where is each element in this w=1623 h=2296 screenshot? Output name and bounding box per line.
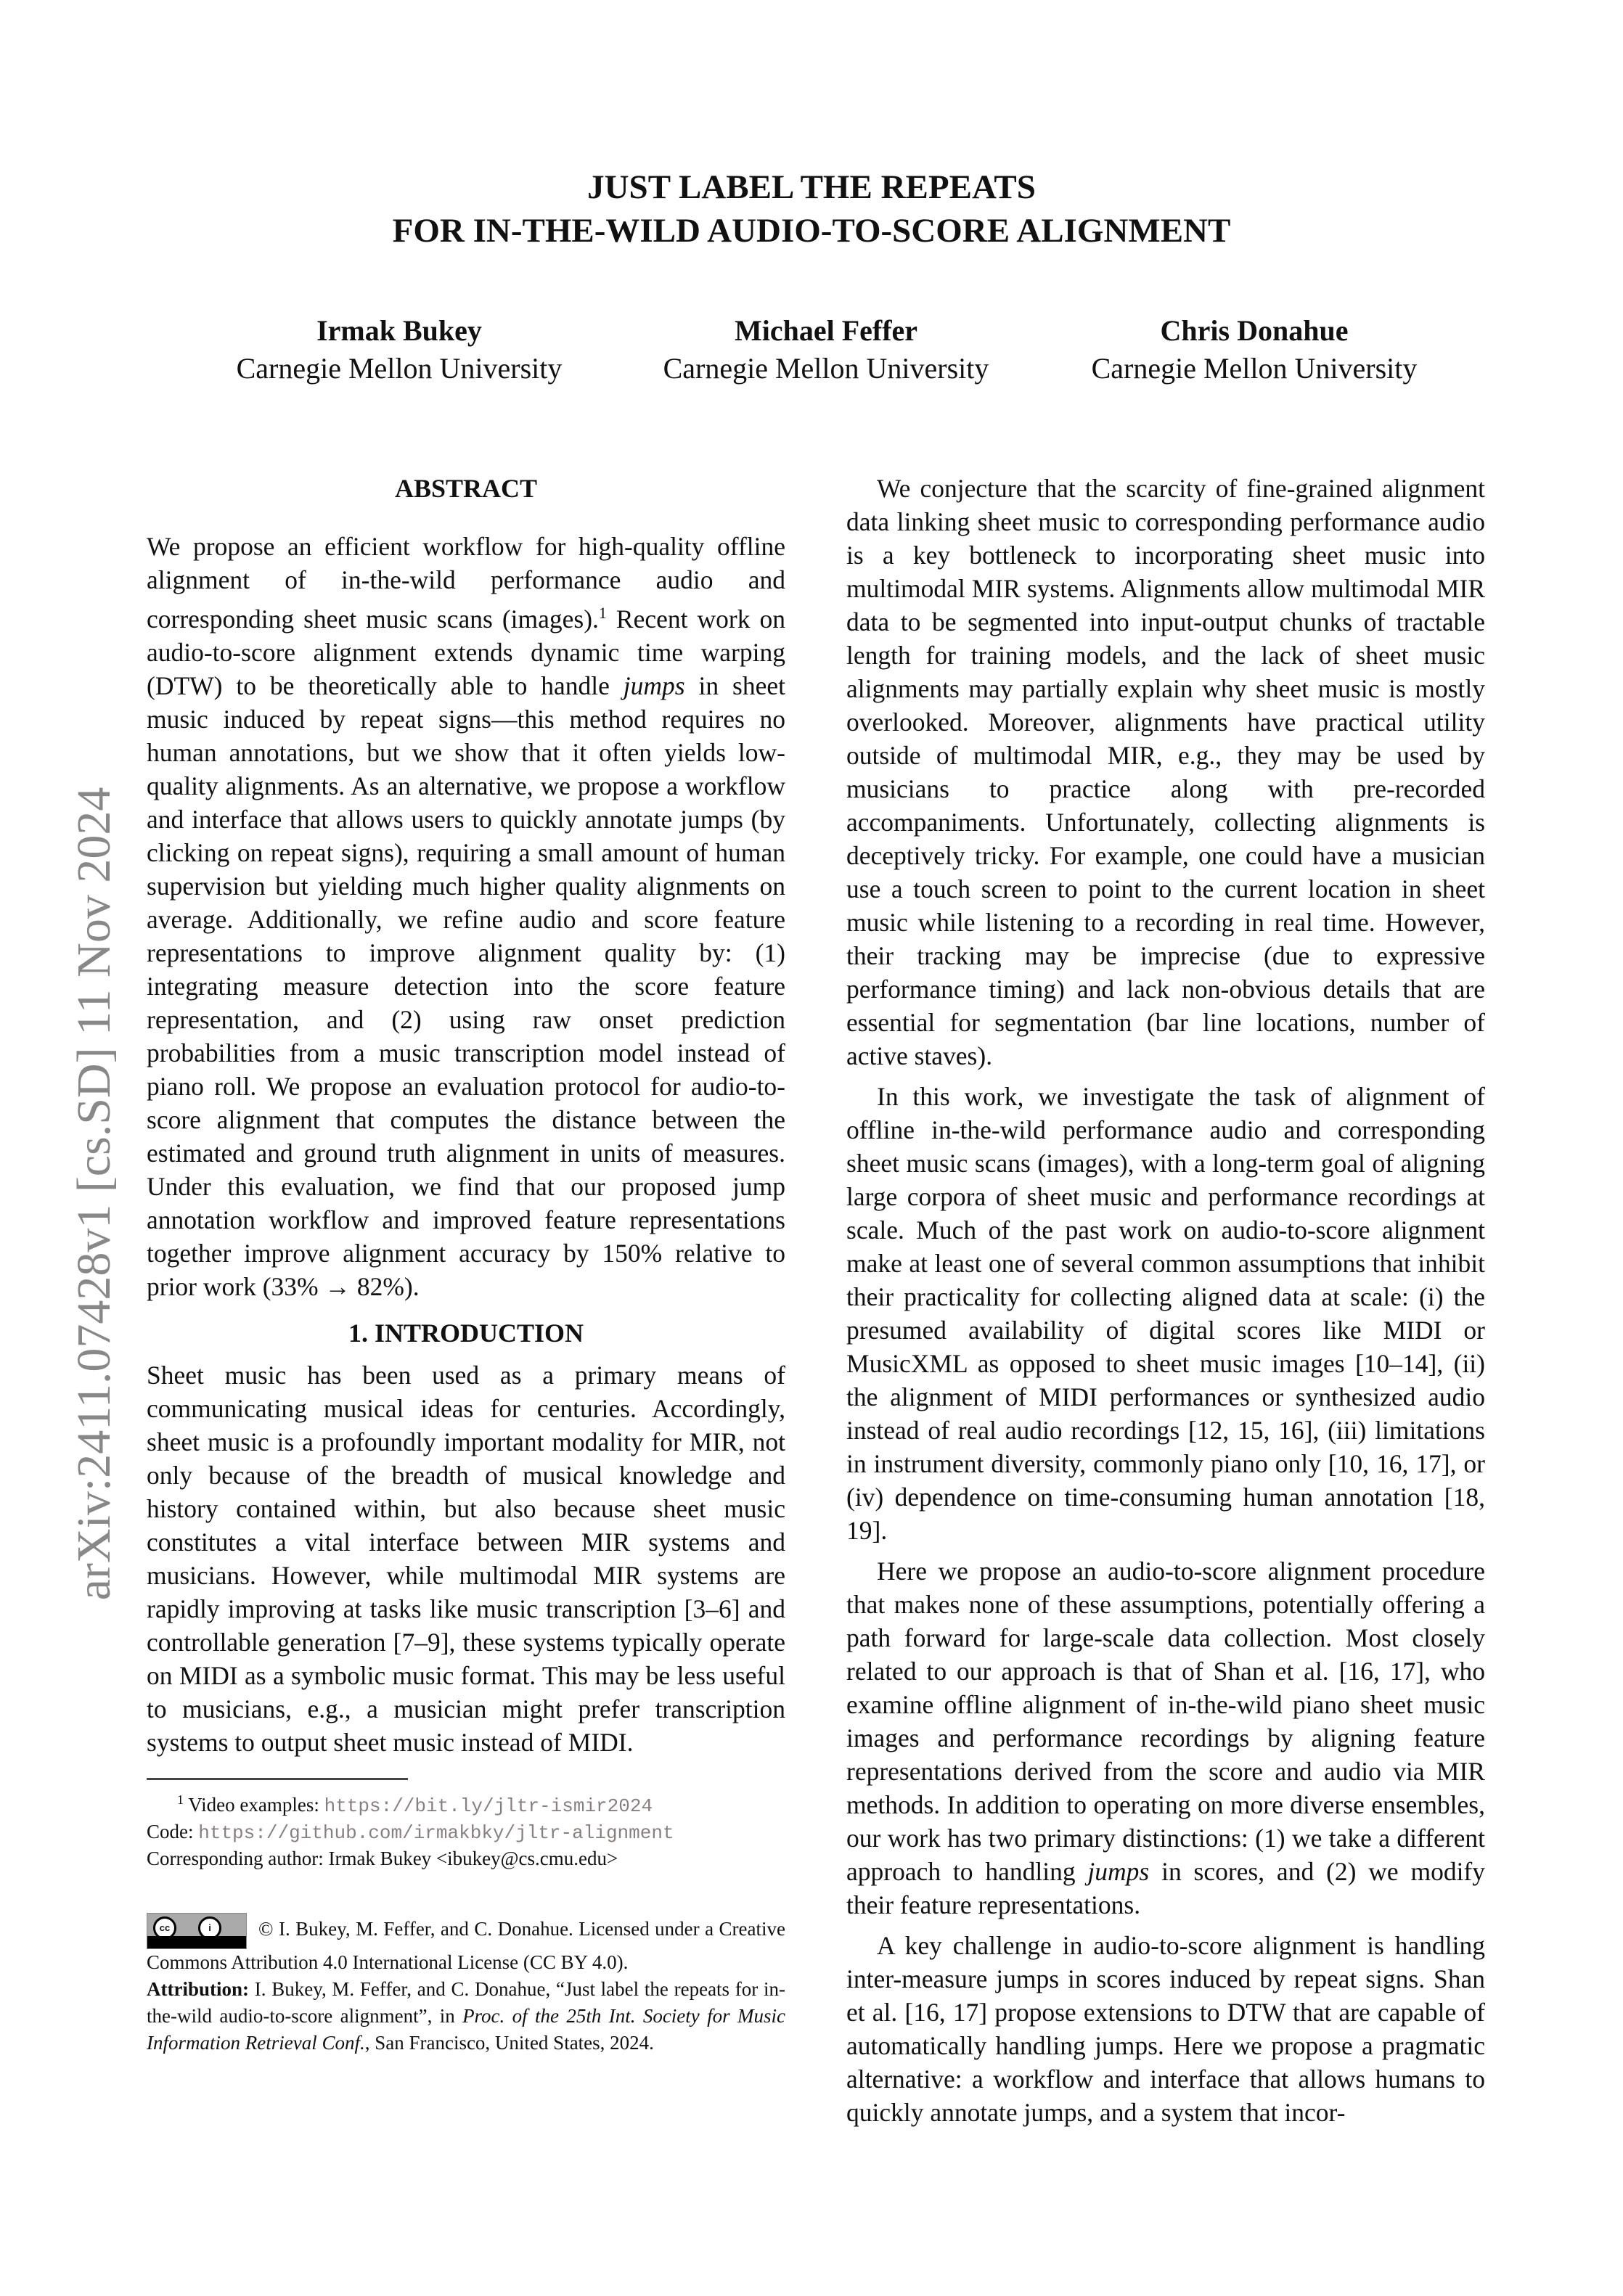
intro-paragraph: Here we propose an audio-to-score alignment procedure that makes none of these assumptions, potentially offering a path forward for large-scale data collection. Most closely related to our approach is that of Shan et al. [16, 17], who examine offline alignment of in-the-wild piano sheet music images and performance recordings by aligning feature representations derived from the score and audio via MIR methods. In addition to operating on more diverse ensembles, our work has two primary distinctions: (1) we take a different approach to handling jumps in scores, and (2) we modify their feature representations. (846, 1557, 1486, 1919)
author-name: Chris Donahue (1160, 314, 1349, 347)
footnotes (147, 1778, 785, 1871)
arxiv-identifier: arXiv:2411.07428v1 [cs.SD] 11 Nov 2024 (68, 787, 120, 1601)
intro-paragraph: A key challenge in audio-to-score alignment is handling inter-measure jumps in scores induced by repeat signs. Shan et al. [16, 17] propose extensions to DTW that are capable of automatically handling jumps. Here we propose a pragmatic alternative: a workflow and interface that allows humans to quickly annotate jumps, and a system that incor- (846, 1931, 1485, 2127)
cc-by-badge-icon: cc i (147, 1913, 247, 1949)
author-name: Irmak Bukey (316, 314, 482, 347)
author-affiliation: Carnegie Mellon University (663, 352, 989, 385)
attribution-label: Attribution: (147, 1978, 249, 2000)
paper-title (0, 165, 1623, 253)
footnote-code: Code: https://github.com/irmakbky/jltr-alignment (147, 1821, 674, 1844)
title-line-1: JUST LABEL THE REPEATS (587, 168, 1036, 206)
footnote-rule (147, 1778, 408, 1780)
video-link[interactable]: https://bit.ly/jltr-ismir2024 (324, 1795, 653, 1817)
intro-paragraph: We conjecture that the scarcity of fine-grained alignment data linking sheet music to corresponding performance audio is a key bottleneck to incorporating sheet music into multimodal MIR systems. Alignments allow multimodal MIR data to be segmented into input-output chunks of tractable length for training models, and the lack of sheet music alignments may partially explain why sheet music is mostly overlooked. Moreover, alignments have practical utility outside of multimodal MIR, e.g., they may be used by musicians to practice along with pre-recorded accompaniments. Unfortunately, collecting alignments is deceptively tricky. For example, one could have a musician use a touch screen to point to the current location in sheet music while listening to a recording in real time. However, their tracking may be imprecise (due to expressive performance timing) and lack non-obvious details that are essential for segmentation (bar line locations, number of active staves). (846, 474, 1485, 1070)
introduction-heading: 1. INTRODUCTION (348, 1318, 584, 1348)
abstract-text: We propose an efficient workflow for high-quality offline alignment of in-the-wild performance audio and corresponding sheet music scans (images).$^1$ Recent work on audio-to-score alignment extends dynamic time warping (DTW) to be theoretically able to handle jumps in sheet music induced by repeat signs—this method requires no human annotations, but we show that it often yields low-quality alignments. As an alternative, we propose a workflow and interface that allows users to quickly annotate jumps (by clicking on repeat signs), requiring a small amount of human supervision but yielding much higher quality alignments on average. Additionally, we refine audio and score feature representations to improve alignment quality by: (1) integrating measure detection into the score feature representation, and (2) using raw onset prediction probabilities from a music transcription model instead of piano roll. We propose an evaluation protocol for audio-to-score alignment that computes the distance between the estimated and ground truth alignment in units of measures. Under this evaluation, we find that our proposed jump annotation workflow and improved feature representations together improve alignment accuracy by 150% relative to prior work (33% → 82%). (147, 532, 785, 1301)
intro-paragraph: Sheet music has been used as a primary means of communicating musical ideas for centuries. Accordingly, sheet music is a profoundly important modality for MIR, not only because of the breadth of musical knowledge and history contained within, but also because sheet music constitutes a vital interface between MIR systems and musicians. However, while multimodal MIR systems are rapidly improving at tasks like music transcription [3–6] and controllable generation [7–9], these systems typically operate on MIDI as a symbolic music format. This may be less useful to musicians, e.g., a musician might prefer transcription systems to output sheet music instead of MIDI. (147, 1360, 785, 1757)
author-affiliation: Carnegie Mellon University (236, 352, 563, 385)
code-link[interactable]: https://github.com/irmakbky/jltr-alignment (198, 1822, 674, 1844)
abstract-heading: ABSTRACT (394, 474, 538, 503)
footnote-video: $^1$ Video examples: https://bit.ly/jltr-ismir2024 (177, 1792, 653, 1817)
license-block: cc i © I. Bukey, M. Feffer, and C. Donahue. Licensed under a Creative Commons Attribution 4.0 International License (CC BY 4.0). Attribution: I. Bukey, M. Feffer, and C. Donahue, “Just label the repeats for in-the-wild audio-to-score alignment”, in Proc. of the 25th Int. Society for Music Information Retrieval Conf., San Francisco, United States, 2024. (147, 1913, 785, 2057)
author-affiliation: Carnegie Mellon University (1091, 352, 1418, 385)
intro-paragraph: In this work, we investigate the task of alignment of offline in-the-wild performance audio and corresponding sheet music scans (images), with a long-term goal of aligning large corpora of sheet music and performance recordings at scale. Much of the past work on audio-to-score alignment make at least one of several common assumptions that inhibit their practicality for collecting aligned data at scale: (i) the presumed availability of digital scores like MIDI or MusicXML as opposed to sheet music images [10–14], (ii) the alignment of MIDI performances or synthesized audio instead of real audio recordings [12, 15, 16], (iii) limitations in instrument diversity, commonly piano only [10, 16, 17], or (iv) dependence on time-consuming human annotation [18, 19]. (846, 1082, 1485, 1545)
left-column (147, 472, 785, 1766)
footnote-mark: 1 (598, 604, 607, 622)
author-1 (181, 312, 617, 388)
author-3 (1037, 312, 1472, 388)
author-name: Michael Feffer (734, 314, 918, 347)
footnote-corresponding: Corresponding author: Irmak Bukey <ibukey@cs.cmu.edu> (147, 1848, 618, 1869)
author-2 (608, 312, 1044, 388)
title-line-2: FOR IN-THE-WILD AUDIO-TO-SCORE ALIGNMENT (392, 212, 1231, 250)
right-column (846, 472, 1485, 2136)
